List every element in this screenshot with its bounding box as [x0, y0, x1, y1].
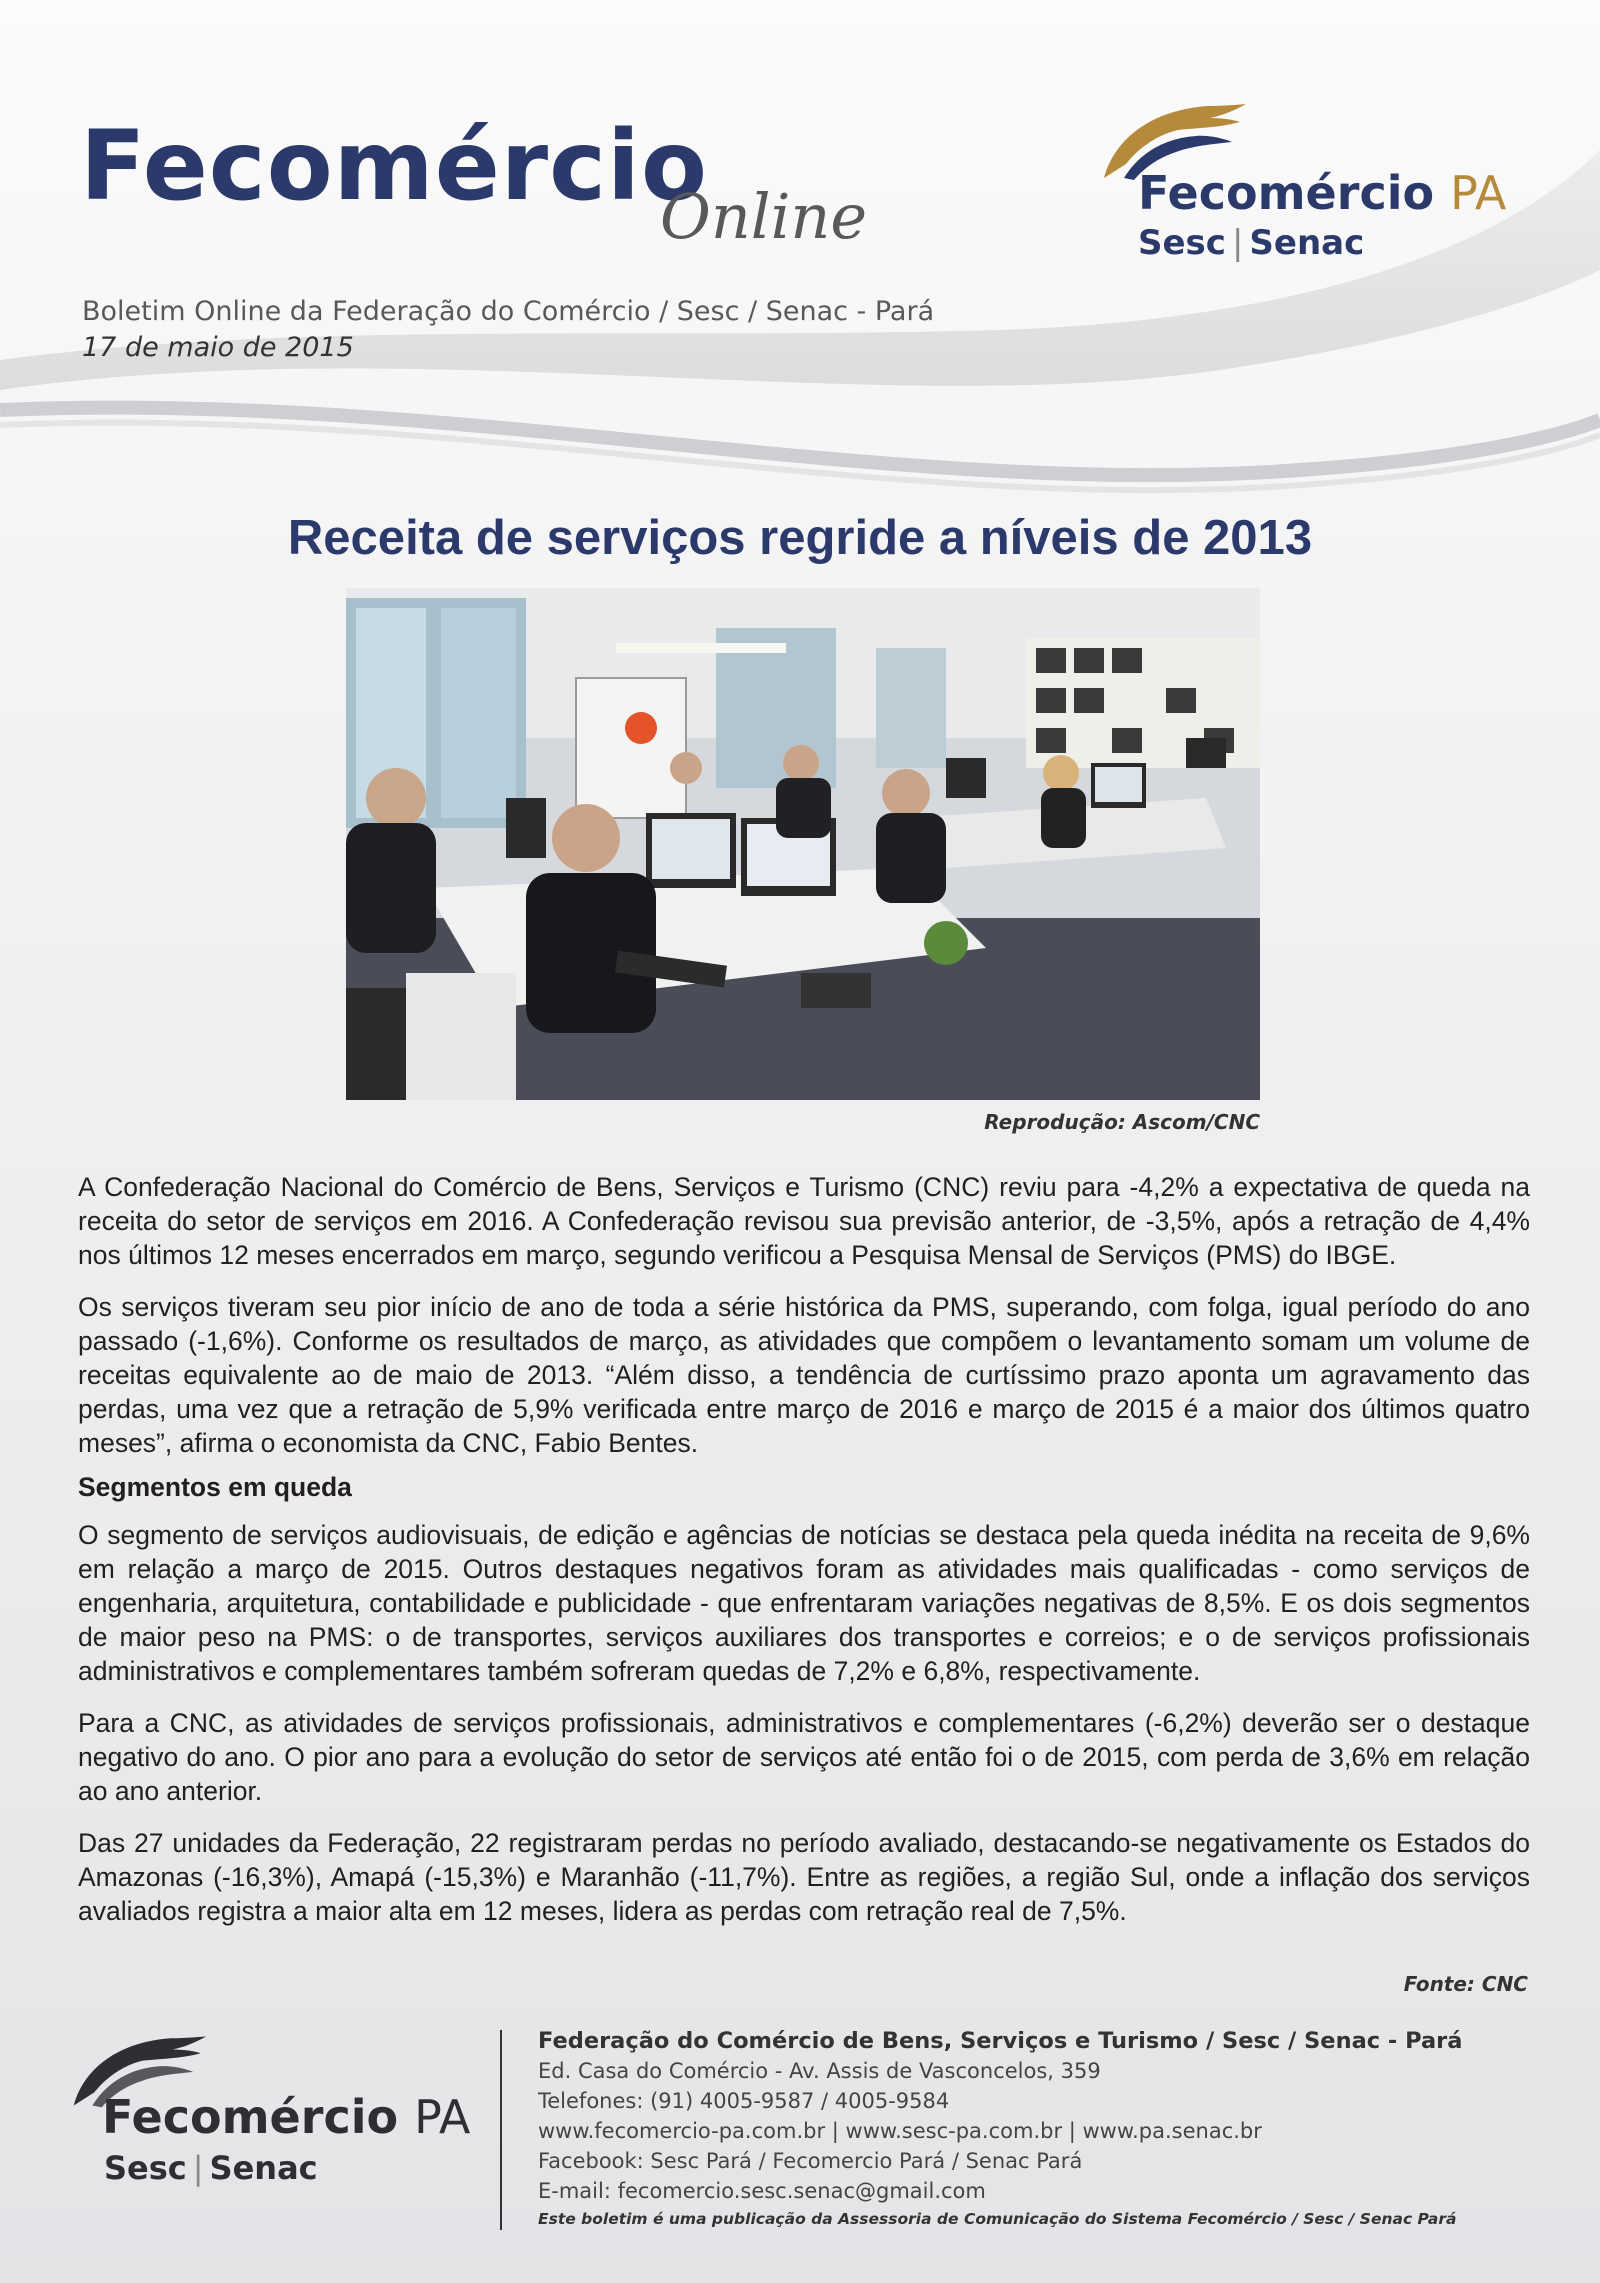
paragraph-5: Das 27 unidades da Federação, 22 registraram perdas no período avaliado, destacando-se negativamente os Estados do Amazonas (-16,3%), Amapá (-15,3%) e Maranhão (-11,7%). Entre as regiões, a região Sul, onde a inflação dos serviços avaliados registra a maior alta em 12 meses, lidera as perdas com retração real de 7,5%.: [78, 1828, 1530, 1926]
article-photo-office: [346, 588, 1260, 1100]
masthead-title: Fecomércio: [80, 110, 708, 222]
footer-contact: [538, 2026, 1548, 2230]
footer-logo-separator: |: [192, 2149, 204, 2187]
footer-logo-name: [102, 2090, 471, 2144]
footer-logo-name-text: Fecomércio: [102, 2090, 399, 2144]
issue-date: 17 de maio de 2015: [82, 332, 354, 363]
masthead-script-online: Online: [660, 180, 868, 253]
footer-logo-sesc: Sesc: [104, 2149, 187, 2187]
article-source: Fonte: CNC: [1403, 1972, 1528, 1996]
paragraph-1: A Confederação Nacional do Comércio de Bens, Serviços e Turismo (CNC) reviu para -4,2% a expectativa de queda na receita do setor de serviços em 2016. A Confederação revisou sua previsão anterior, de -3,5%, após a retração de 4,4% nos últimos 12 meses encerrados em março, segundo verificou a Pesquisa Mensal de Serviços (PMS) do IBGE.: [78, 1172, 1530, 1270]
footer-logo-sesc-senac: [104, 2149, 318, 2187]
footer-publication-note: Este boletim é uma publicação da Assessoria de Comunicação do Sistema Fecomércio / Sesc / Senac Pará: [538, 2210, 1457, 2228]
footer-facebook: Facebook: Sesc Pará / Fecomercio Pará / Senac Pará: [538, 2149, 1083, 2173]
logo-name-text: Fecomércio: [1138, 166, 1435, 220]
logo-sesc: Sesc: [1138, 223, 1226, 263]
footer-logo-suffix: PA: [414, 2090, 471, 2144]
article-body: [78, 1170, 1530, 1946]
bulletin-subtitle: Boletim Online da Federação do Comércio / Sesc / Senac - Pará: [82, 296, 935, 327]
fecomercio-pa-logo-footer: [70, 2030, 490, 2200]
footer-address: Ed. Casa do Comércio - Av. Assis de Vasconcelos, 359: [538, 2059, 1101, 2083]
footer-websites[interactable]: www.fecomercio-pa.com.br | www.sesc-pa.com.br | www.pa.senac.br: [538, 2119, 1262, 2143]
logo-suffix: PA: [1450, 166, 1507, 220]
logo-name: [1138, 166, 1507, 220]
photo-credit: Reprodução: Ascom/CNC: [984, 1110, 1260, 1134]
footer-logo-senac: Senac: [209, 2149, 318, 2187]
paragraph-4: Para a CNC, as atividades de serviços profissionais, administrativos e complementares (-6,2%) deverão ser o destaque negativo do ano. O pior ano para a evolução do setor de serviços até então foi o de 2015, com perda de 3,6% em relação ao ano anterior.: [78, 1708, 1530, 1806]
footer-phones: Telefones: (91) 4005-9587 / 4005-9584: [538, 2089, 950, 2113]
logo-senac: Senac: [1249, 223, 1365, 263]
footer-org-name: Federação do Comércio de Bens, Serviços e Turismo / Sesc / Senac - Pará: [538, 2028, 1463, 2054]
footer-divider: [500, 2030, 502, 2230]
section-heading: Segmentos em queda: [78, 1472, 352, 1502]
logo-separator: |: [1231, 223, 1244, 263]
paragraph-3: O segmento de serviços audiovisuais, de edição e agências de notícias se destaca pela queda inédita na receita de 9,6% em relação a março de 2015. Outros destaques negativos foram as atividades mais qualificadas - como serviços de engenharia, arquitetura, contabilidade e publicidade - que enfrentaram variações negativas de 8,5%. E os dois segmentos de maior peso na PMS: o de transportes, serviços auxiliares dos transportes e correios; e o de serviços profissionais administrativos e complementares também sofreram quedas de 7,2% e 6,8%, respectivamente.: [78, 1520, 1530, 1686]
paragraph-2: Os serviços tiveram seu pior início de ano de toda a série histórica da PMS, superando, com folga, igual período do ano passado (-1,6%). Conforme os resultados de março, as atividades que compõem o levantamento somam um volume de receitas equivalente ao de maio de 2013. “Além disso, a tendência de curtíssimo prazo aponta um agravamento das perdas, uma vez que a retração de 5,9% verificada entre março de 2016 e março de 2015 é a maior dos últimos quatro meses”, afirma o economista da CNC, Fabio Bentes.: [78, 1292, 1530, 1458]
article-headline: Receita de serviços regride a níveis de 2013: [287, 511, 1313, 565]
logo-sesc-senac: [1138, 223, 1365, 263]
fecomercio-pa-logo-top: [1098, 100, 1518, 270]
footer-email[interactable]: E-mail: fecomercio.sesc.senac@gmail.com: [538, 2179, 986, 2203]
